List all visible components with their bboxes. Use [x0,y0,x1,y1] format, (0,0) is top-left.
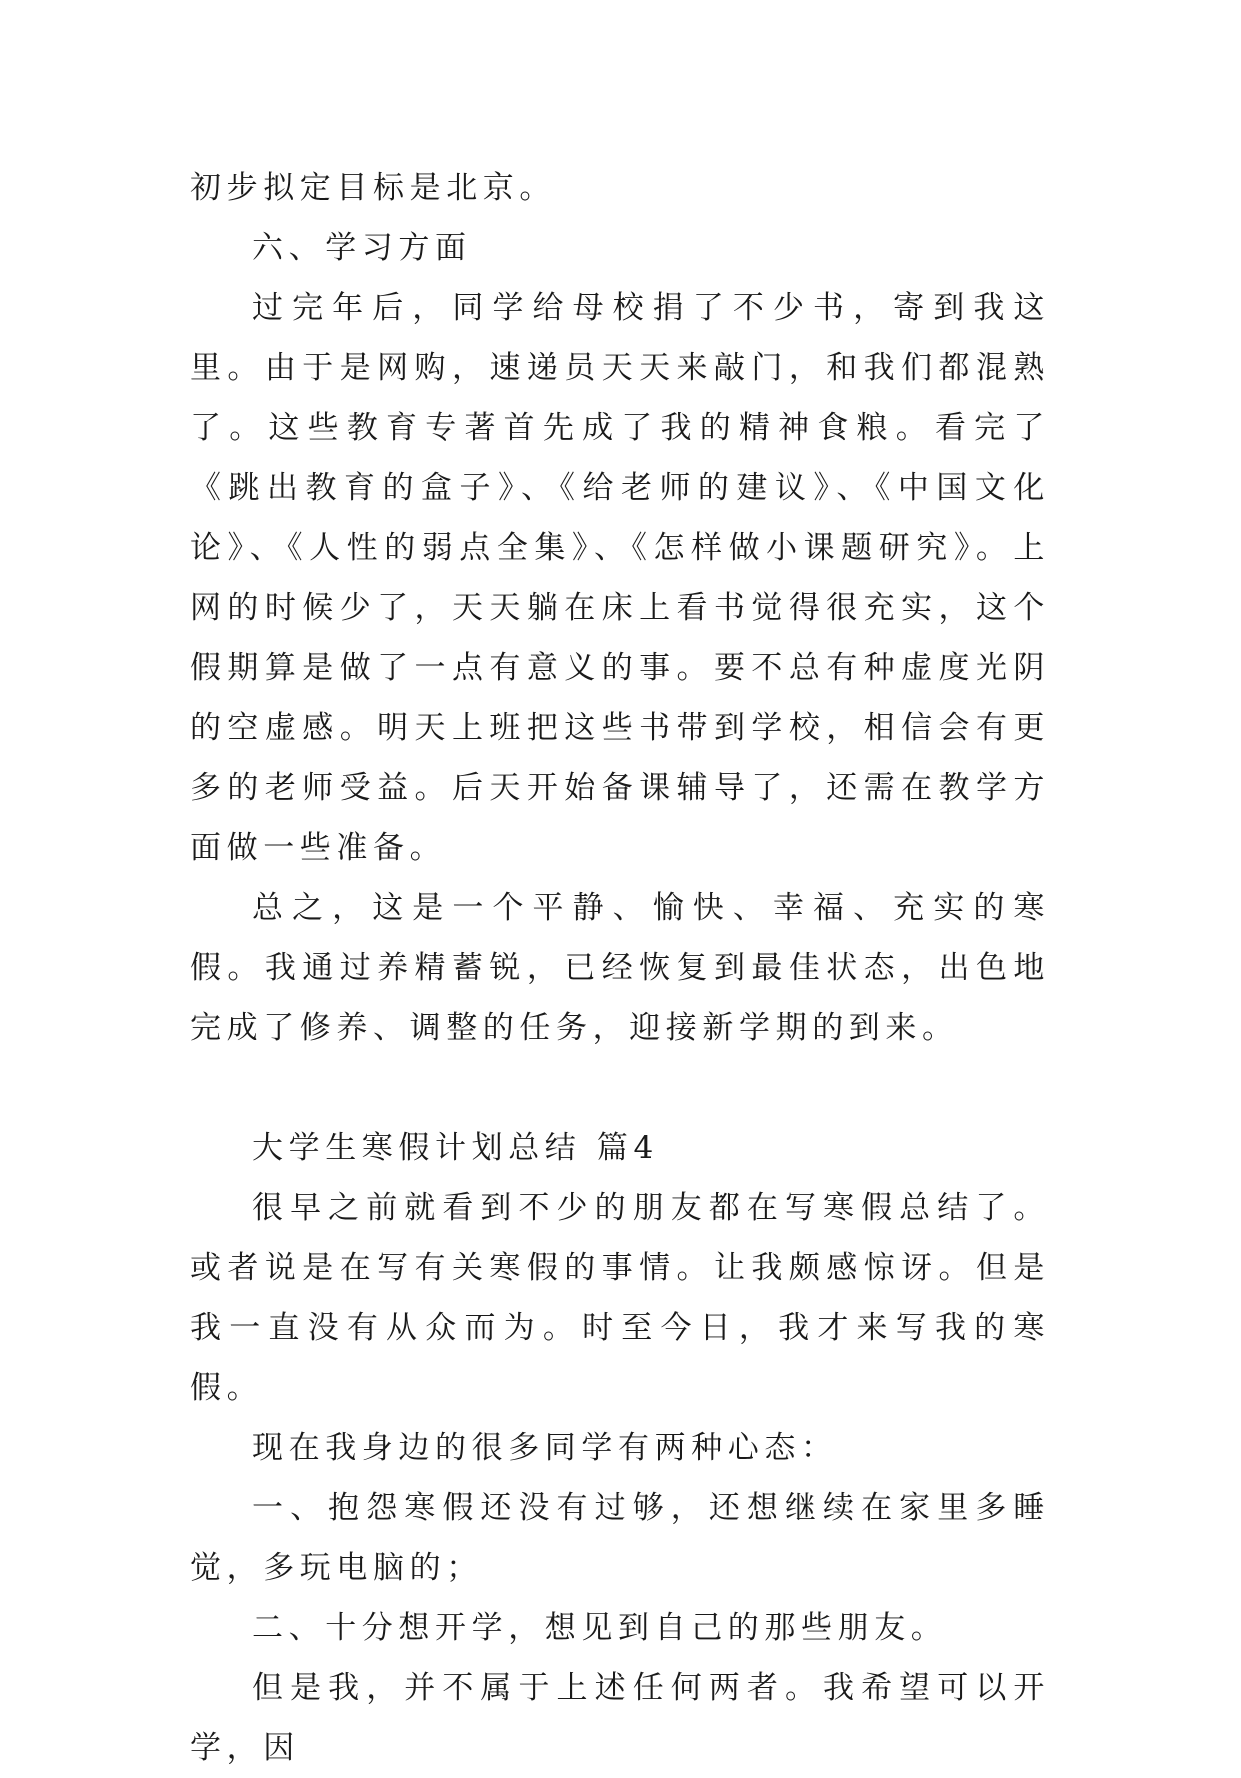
paragraph-summary: 总之，这是一个平静、愉快、幸福、充实的寒假。我通过养精蓄锐，已经恢复到最佳状态，出色地完成了修养、调整的任务，迎接新学期的到来。 [190,890,1050,1046]
section-title: 大学生寒假计划总结 篇4 [252,1130,659,1166]
paragraph-study: 过完年后，同学给母校捐了不少书，寄到我这里。由于是网购，速递员天天来敲门，和我们都混熟了。这些教育专著首先成了我的精神食粮。看完了《跳出教育的盒子》、《给老师的建议》、《中国文化论》、《人性的弱点全集》、《怎样做小课题研究》。上网的时候少了，天天躺在床上看书觉得很充实，这个假期算是做了一点有意义的事。要不总有种虚度光阴的空虚感。明天上班把这些书带到学校，相信会有更多的老师受益。后天开始备课辅导了，还需在教学方面做一些准备。 [190,290,1050,866]
subheading-study: 六、学习方面 [252,230,472,266]
paragraph-but-me: 但是我，并不属于上述任何两者。我希望可以开学，因 [190,1670,1050,1766]
paragraph-mindset-one: 一、抱怨寒假还没有过够，还想继续在家里多睡觉，多玩电脑的； [190,1490,1050,1586]
document-body [190,158,1050,1778]
paragraph-two-mindsets: 现在我身边的很多同学有两种心态： [252,1430,838,1466]
paragraph-continuation: 初步拟定目标是北京。 [190,170,556,206]
paragraph-mindset-two: 二、十分想开学，想见到自己的那些朋友。 [252,1610,948,1646]
paragraph-intro: 很早之前就看到不少的朋友都在写寒假总结了。或者说是在写有关寒假的事情。让我颇感惊讶。但是我一直没有从众而为。时至今日，我才来写我的寒假。 [190,1190,1050,1406]
